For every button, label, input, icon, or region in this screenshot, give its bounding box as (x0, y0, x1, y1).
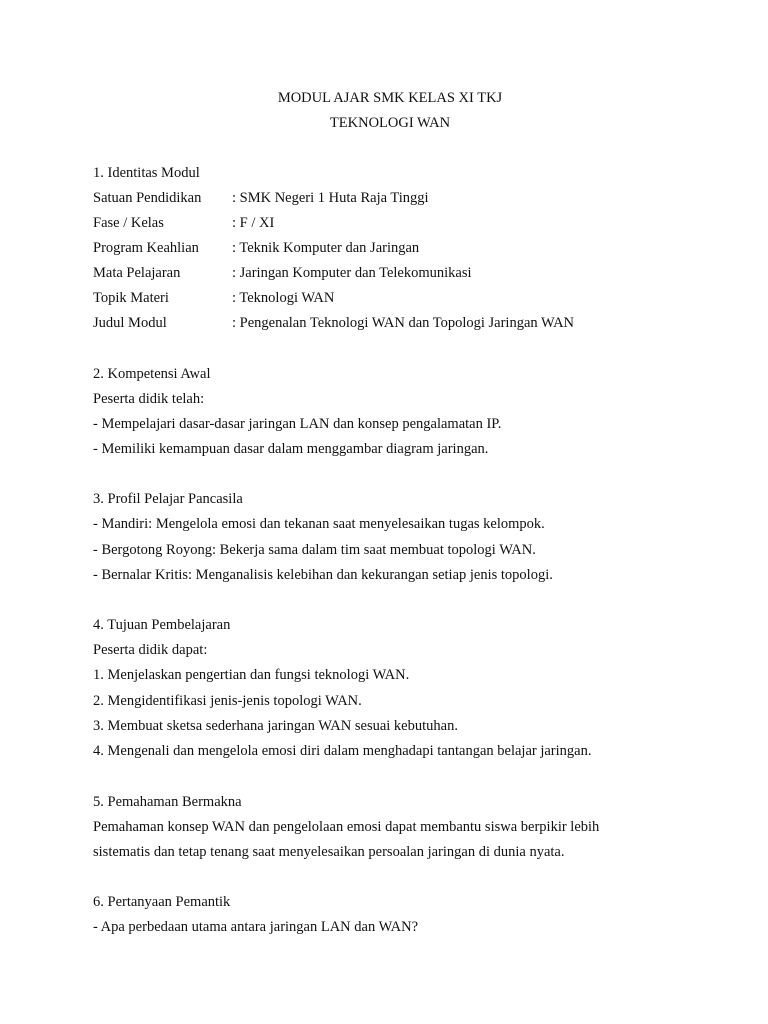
identitas-label: Program Keahlian (93, 240, 199, 256)
list-item: - Memiliki kemampuan dasar dalam menggambar diagram jaringan. (93, 441, 489, 457)
identitas-value: : F / XI (232, 215, 275, 231)
identitas-label: Mata Pelajaran (93, 265, 181, 281)
list-item: - Apa perbedaan utama antara jaringan LAN dan WAN? (93, 919, 419, 935)
section-heading-tujuan: 4. Tujuan Pembelajaran (93, 617, 231, 633)
list-item: 2. Mengidentifikasi jenis-jenis topologi WAN. (93, 693, 362, 709)
list-item: 4. Mengenali dan mengelola emosi diri dalam menghadapi tantangan belajar jaringan. (93, 743, 592, 759)
list-item: 3. Membuat sketsa sederhana jaringan WAN sesuai kebutuhan. (93, 718, 458, 734)
identitas-label: Satuan Pendidikan (93, 190, 202, 206)
list-item: - Bernalar Kritis: Menganalisis kelebihan dan kekurangan setiap jenis topologi. (93, 567, 553, 583)
section-heading-identitas: 1. Identitas Modul (93, 165, 200, 181)
paragraph-line: sistematis dan tetap tenang saat menyelesaikan persoalan jaringan di dunia nyata. (93, 844, 565, 860)
identitas-value: : Teknik Komputer dan Jaringan (232, 240, 420, 256)
identitas-label: Topik Materi (93, 290, 169, 306)
identitas-value: : Teknologi WAN (232, 290, 335, 306)
list-item: - Bergotong Royong: Bekerja sama dalam tim saat membuat topologi WAN. (93, 542, 536, 558)
list-item: - Mandiri: Mengelola emosi dan tekanan saat menyelesaikan tugas kelompok. (93, 516, 545, 532)
document-title: MODUL AJAR SMK KELAS XI TKJ (277, 90, 503, 106)
section-heading-pertanyaan: 6. Pertanyaan Pemantik (93, 894, 231, 910)
section-heading-profil: 3. Profil Pelajar Pancasila (93, 491, 243, 507)
document-subtitle: TEKNOLOGI WAN (329, 115, 451, 131)
section-heading-kompetensi: 2. Kompetensi Awal (93, 366, 211, 382)
list-item: 1. Menjelaskan pengertian dan fungsi teknologi WAN. (93, 667, 410, 683)
identitas-value: : Jaringan Komputer dan Telekomunikasi (232, 265, 472, 281)
paragraph-line: Pemahaman konsep WAN dan pengelolaan emosi dapat membantu siswa berpikir lebih (93, 819, 600, 835)
section-heading-pemahaman: 5. Pemahaman Bermakna (93, 794, 242, 810)
identitas-value: : Pengenalan Teknologi WAN dan Topologi Jaringan WAN (232, 315, 575, 331)
identitas-value: : SMK Negeri 1 Huta Raja Tinggi (232, 190, 429, 206)
identitas-label: Judul Modul (93, 315, 167, 331)
identitas-label: Fase / Kelas (93, 215, 164, 231)
kompetensi-intro: Peserta didik telah: (93, 391, 205, 407)
list-item: - Mempelajari dasar-dasar jaringan LAN dan konsep pengalamatan IP. (93, 416, 502, 432)
tujuan-intro: Peserta didik dapat: (93, 642, 208, 658)
